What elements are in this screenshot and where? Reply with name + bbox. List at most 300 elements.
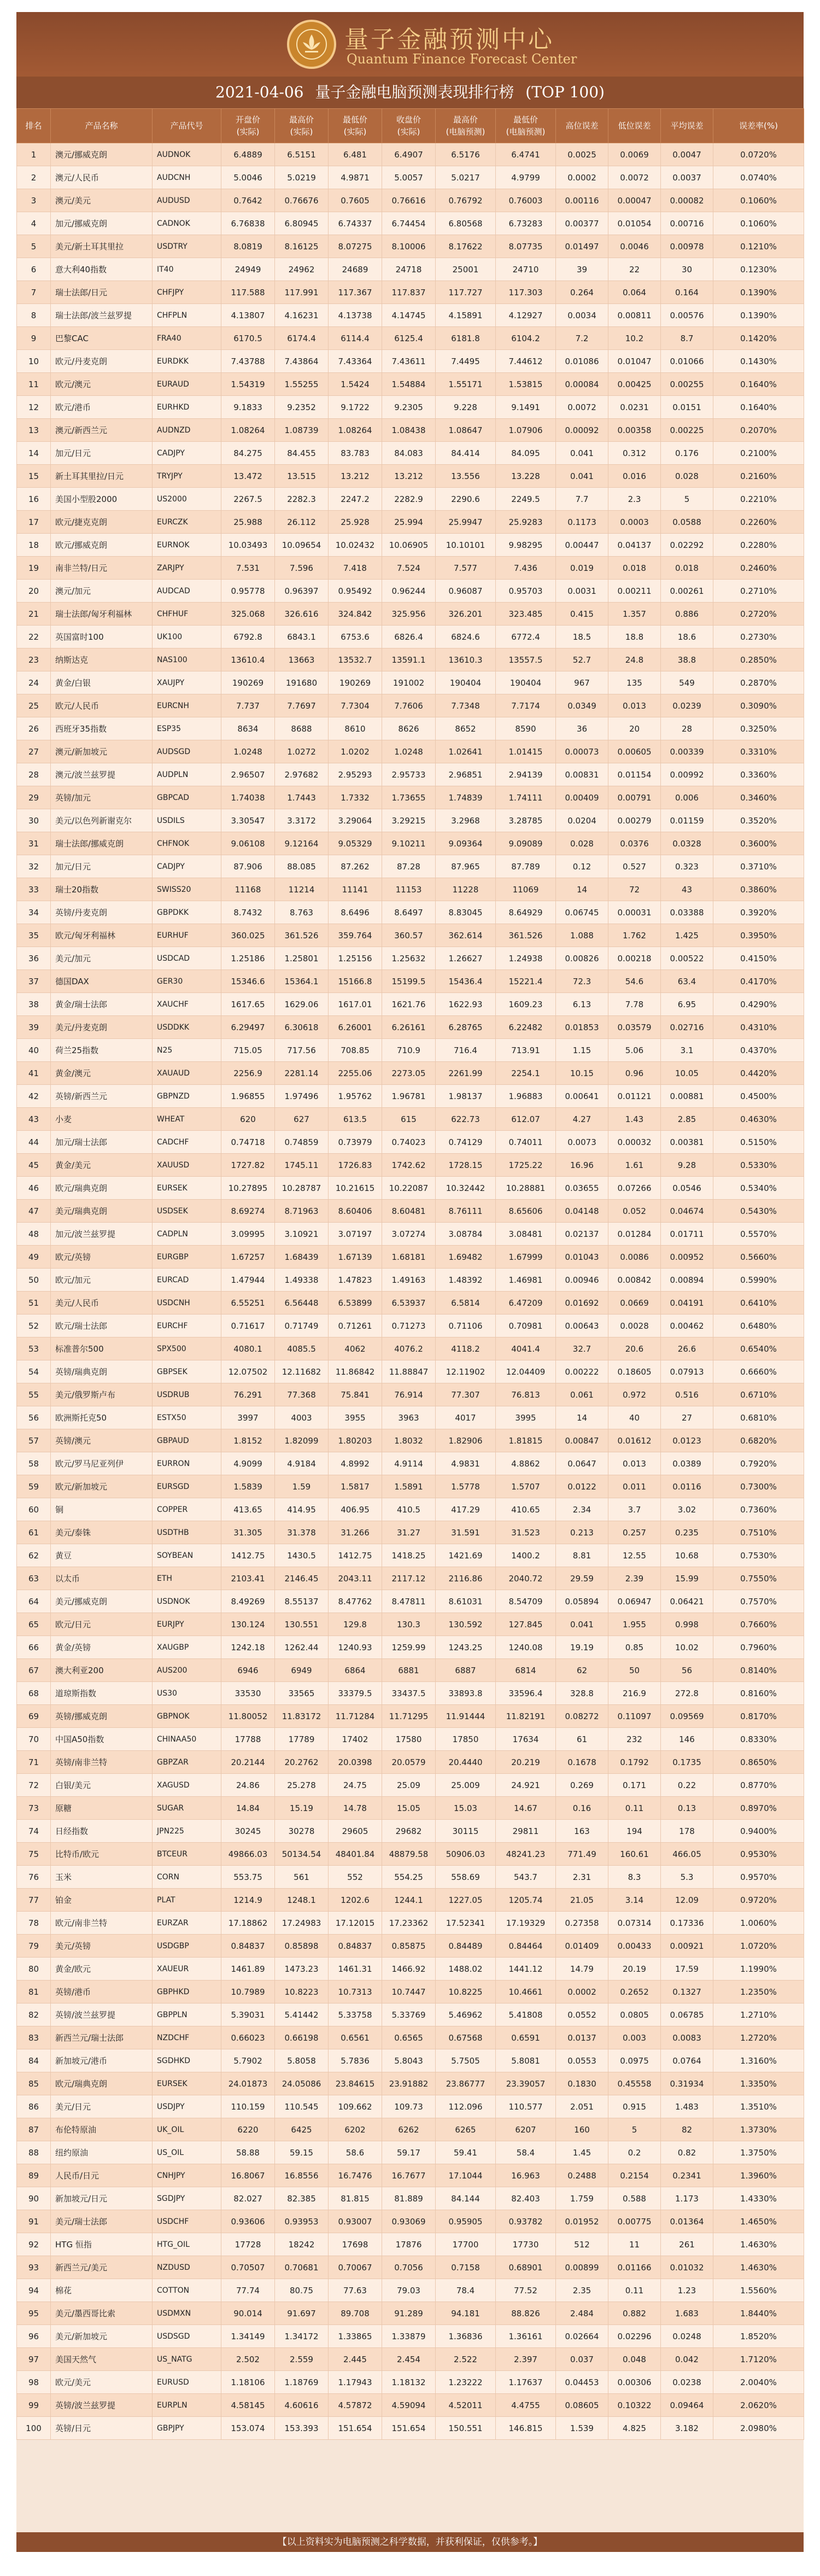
high-error-cell: 0.00641 (556, 1085, 608, 1108)
rank-cell: 57 (17, 1429, 51, 1452)
close-actual-cell: 1.54884 (382, 373, 436, 396)
avg-error-cell: 27 (661, 1406, 713, 1429)
avg-error-cell: 28 (661, 717, 713, 740)
table-row (17, 2348, 804, 2371)
close-actual-cell: 8.6497 (382, 901, 436, 924)
product-code-cell: USDCAD (153, 947, 221, 970)
high-actual-cell: 0.74859 (275, 1131, 329, 1154)
product-code-cell: XAUJPY (153, 671, 221, 694)
low-actual-cell: 1240.93 (329, 1636, 382, 1659)
product-name-cell: 英国富时100 (51, 626, 153, 649)
low-forecast-cell: 4.12927 (496, 304, 556, 327)
low-error-cell: 0.1792 (608, 1751, 661, 1774)
low-error-cell: 22 (608, 258, 661, 281)
table-row (17, 2371, 804, 2394)
open-actual-cell: 20.2144 (221, 1751, 275, 1774)
high-forecast-cell: 23.86777 (436, 2072, 496, 2095)
low-error-cell: 1.43 (608, 1108, 661, 1131)
product-code-cell: FRA40 (153, 327, 221, 350)
table-header (17, 109, 804, 143)
low-error-cell: 3.7 (608, 1498, 661, 1521)
open-actual-cell: 84.275 (221, 442, 275, 465)
rank-cell: 16 (17, 488, 51, 511)
error-rate-cell: 0.6820% (713, 1429, 804, 1452)
low-error-cell: 0.00279 (608, 809, 661, 832)
product-code-cell: ESP35 (153, 717, 221, 740)
low-actual-cell: 48401.84 (329, 1843, 382, 1866)
high-forecast-cell: 1622.93 (436, 993, 496, 1016)
error-rate-cell: 0.8160% (713, 1682, 804, 1705)
product-code-cell: EURSGD (153, 1475, 221, 1498)
avg-error-cell: 0.006 (661, 786, 713, 809)
product-name-cell: 瑞士20指数 (51, 878, 153, 901)
low-forecast-cell: 9.1491 (496, 396, 556, 419)
open-actual-cell: 17788 (221, 1728, 275, 1751)
low-actual-cell: 1.17943 (329, 2371, 382, 2394)
rank-cell: 61 (17, 1521, 51, 1544)
rank-cell: 66 (17, 1636, 51, 1659)
high-actual-cell: 1.7443 (275, 786, 329, 809)
error-rate-cell: 0.2070% (713, 419, 804, 442)
high-forecast-cell: 1.26627 (436, 947, 496, 970)
low-forecast-cell: 84.095 (496, 442, 556, 465)
error-rate-cell: 0.2210% (713, 488, 804, 511)
error-rate-cell: 1.3350% (713, 2072, 804, 2095)
high-error-cell: 0.041 (556, 1613, 608, 1636)
high-actual-cell: 130.551 (275, 1613, 329, 1636)
high-actual-cell: 1.49338 (275, 1269, 329, 1292)
close-actual-cell: 15.05 (382, 1797, 436, 1820)
rank-cell: 55 (17, 1383, 51, 1406)
avg-error-cell: 26.6 (661, 1337, 713, 1360)
error-rate-cell: 1.1990% (713, 1958, 804, 1981)
open-actual-cell: 31.305 (221, 1521, 275, 1544)
high-forecast-cell: 6824.6 (436, 626, 496, 649)
avg-error-cell: 0.00881 (661, 1085, 713, 1108)
product-name-cell: 美元/以色列新谢克尔 (51, 809, 153, 832)
high-error-cell: 0.264 (556, 281, 608, 304)
high-actual-cell: 2282.3 (275, 488, 329, 511)
error-rate-cell: 0.8140% (713, 1659, 804, 1682)
open-actual-cell: 0.70507 (221, 2256, 275, 2279)
high-error-cell: 0.01497 (556, 235, 608, 258)
product-name-cell: 加元/日元 (51, 855, 153, 878)
open-actual-cell: 30245 (221, 1820, 275, 1843)
rank-cell: 46 (17, 1177, 51, 1200)
open-actual-cell: 6792.8 (221, 626, 275, 649)
rank-cell: 76 (17, 1866, 51, 1889)
rank-cell: 88 (17, 2141, 51, 2164)
low-forecast-cell: 88.826 (496, 2302, 556, 2325)
table-row (17, 212, 804, 235)
open-actual-cell: 130.124 (221, 1613, 275, 1636)
product-code-cell: SPX500 (153, 1337, 221, 1360)
avg-error-cell: 0.1327 (661, 1981, 713, 2003)
avg-error-cell: 0.06421 (661, 1590, 713, 1613)
close-actual-cell: 0.96244 (382, 580, 436, 603)
high-actual-cell: 1430.5 (275, 1544, 329, 1567)
close-actual-cell: 76.914 (382, 1383, 436, 1406)
low-actual-cell: 0.7605 (329, 189, 382, 212)
low-actual-cell: 1202.6 (329, 1889, 382, 1912)
high-forecast-cell: 0.76792 (436, 189, 496, 212)
open-actual-cell: 6.4889 (221, 143, 275, 166)
avg-error-cell: 0.0546 (661, 1177, 713, 1200)
low-forecast-cell: 410.65 (496, 1498, 556, 1521)
rank-cell: 75 (17, 1843, 51, 1866)
product-code-cell: GBPPLN (153, 2003, 221, 2026)
table-row (17, 786, 804, 809)
close-actual-cell: 17.23362 (382, 1912, 436, 1935)
product-name-cell: 美元/墨西哥比索 (51, 2302, 153, 2325)
open-actual-cell: 1.8152 (221, 1429, 275, 1452)
disclaimer-footer: 【以上资料实为电脑预测之科学数据，并获利保证，仅供参考。】 (16, 2532, 804, 2552)
table-row (17, 327, 804, 350)
low-error-cell: 0.312 (608, 442, 661, 465)
low-forecast-cell: 1.07906 (496, 419, 556, 442)
product-name-cell: 加元/日元 (51, 442, 153, 465)
table-row (17, 1223, 804, 1246)
low-error-cell: 0.96 (608, 1062, 661, 1085)
low-actual-cell: 4.9871 (329, 166, 382, 189)
product-code-cell: US30 (153, 1682, 221, 1705)
high-error-cell: 0.01409 (556, 1935, 608, 1958)
product-name-cell: 加元/瑞士法郎 (51, 1131, 153, 1154)
product-code-cell: EURNOK (153, 534, 221, 557)
error-rate-cell: 0.2160% (713, 465, 804, 488)
high-error-cell: 0.02664 (556, 2325, 608, 2348)
high-actual-cell: 1745.11 (275, 1154, 329, 1177)
high-forecast-cell: 1.69482 (436, 1246, 496, 1269)
rank-cell: 49 (17, 1246, 51, 1269)
table-row (17, 855, 804, 878)
high-forecast-cell: 0.71106 (436, 1315, 496, 1337)
product-name-cell: 黄金/澳元 (51, 1062, 153, 1085)
avg-error-cell: 0.17336 (661, 1912, 713, 1935)
high-actual-cell: 1.68439 (275, 1246, 329, 1269)
high-error-cell: 2.35 (556, 2279, 608, 2302)
low-error-cell: 0.01121 (608, 1085, 661, 1108)
avg-error-cell: 30 (661, 258, 713, 281)
product-name-cell: 英镑/南非兰特 (51, 1751, 153, 1774)
product-name-cell: 英镑/新西兰元 (51, 1085, 153, 1108)
low-actual-cell: 15166.8 (329, 970, 382, 993)
avg-error-cell: 0.886 (661, 603, 713, 626)
open-actual-cell: 82.027 (221, 2187, 275, 2210)
open-actual-cell: 4080.1 (221, 1337, 275, 1360)
avg-error-cell: 0.00381 (661, 1131, 713, 1154)
open-actual-cell: 2.96507 (221, 763, 275, 786)
product-name-cell: 欧元/捷克克朗 (51, 511, 153, 534)
high-forecast-cell: 130.592 (436, 1613, 496, 1636)
high-error-cell: 0.01692 (556, 1292, 608, 1315)
low-forecast-cell: 0.76003 (496, 189, 556, 212)
avg-error-cell: 0.07913 (661, 1360, 713, 1383)
high-forecast-cell: 7.7348 (436, 694, 496, 717)
rank-cell: 15 (17, 465, 51, 488)
open-actual-cell: 10.27895 (221, 1177, 275, 1200)
product-name-cell: 瑞士法郎/波兰兹罗提 (51, 304, 153, 327)
table-row (17, 1452, 804, 1475)
open-actual-cell: 1.96855 (221, 1085, 275, 1108)
low-actual-cell: 9.1722 (329, 396, 382, 419)
close-actual-cell: 8.60481 (382, 1200, 436, 1223)
product-name-cell: 黄金/英镑 (51, 1636, 153, 1659)
rank-cell: 7 (17, 281, 51, 304)
product-code-cell: CADPLN (153, 1223, 221, 1246)
high-error-cell: 0.0072 (556, 396, 608, 419)
logo-emblem (287, 20, 336, 69)
close-actual-cell: 10.06905 (382, 534, 436, 557)
low-error-cell: 0.011 (608, 1475, 661, 1498)
high-error-cell: 0.061 (556, 1383, 608, 1406)
table-row (17, 1751, 804, 1774)
error-rate-cell: 0.4310% (713, 1016, 804, 1039)
close-actual-cell: 1.68181 (382, 1246, 436, 1269)
high-forecast-cell: 362.614 (436, 924, 496, 947)
product-code-cell: US_OIL (153, 2141, 221, 2164)
table-row (17, 1935, 804, 1958)
high-error-cell: 0.03655 (556, 1177, 608, 1200)
high-forecast-cell: 716.4 (436, 1039, 496, 1062)
high-forecast-cell: 1.48392 (436, 1269, 496, 1292)
close-actual-cell: 1418.25 (382, 1544, 436, 1567)
table-row (17, 1108, 804, 1131)
product-name-cell: 铜 (51, 1498, 153, 1521)
open-actual-cell: 2267.5 (221, 488, 275, 511)
rank-cell: 80 (17, 1958, 51, 1981)
product-name-cell: 布伦特原油 (51, 2118, 153, 2141)
column-header (713, 109, 804, 143)
product-code-cell: SGDHKD (153, 2049, 221, 2072)
avg-error-cell: 0.0248 (661, 2325, 713, 2348)
table-row (17, 603, 804, 626)
low-actual-cell: 33379.5 (329, 1682, 382, 1705)
error-rate-cell: 2.0040% (713, 2371, 804, 2394)
low-error-cell: 0.257 (608, 1521, 661, 1544)
high-error-cell: 1.15 (556, 1039, 608, 1062)
low-actual-cell: 708.85 (329, 1039, 382, 1062)
avg-error-cell: 0.00522 (661, 947, 713, 970)
low-forecast-cell: 3995 (496, 1406, 556, 1429)
table-row (17, 2049, 804, 2072)
product-name-cell: 欧元/瑞士法郎 (51, 1315, 153, 1337)
low-error-cell: 0.171 (608, 1774, 661, 1797)
avg-error-cell: 0.164 (661, 281, 713, 304)
column-header (661, 109, 713, 143)
error-rate-cell: 0.0740% (713, 166, 804, 189)
open-actual-cell: 13.472 (221, 465, 275, 488)
open-actual-cell: 7.531 (221, 557, 275, 580)
low-forecast-cell: 1.74111 (496, 786, 556, 809)
high-actual-cell: 59.15 (275, 2141, 329, 2164)
rank-cell: 56 (17, 1406, 51, 1429)
column-header (17, 109, 51, 143)
high-forecast-cell: 9.228 (436, 396, 496, 419)
rank-cell: 26 (17, 717, 51, 740)
rank-cell: 96 (17, 2325, 51, 2348)
high-actual-cell: 24.05086 (275, 2072, 329, 2095)
high-actual-cell: 12.11682 (275, 1360, 329, 1383)
low-actual-cell: 83.783 (329, 442, 382, 465)
product-code-cell: CORN (153, 1866, 221, 1889)
low-actual-cell: 1.7332 (329, 786, 382, 809)
open-actual-cell: 1.54319 (221, 373, 275, 396)
high-forecast-cell: 25001 (436, 258, 496, 281)
product-name-cell: 铂金 (51, 1889, 153, 1912)
open-actual-cell: 87.906 (221, 855, 275, 878)
high-forecast-cell: 1.5778 (436, 1475, 496, 1498)
open-actual-cell: 0.84837 (221, 1935, 275, 1958)
high-actual-cell: 6.56448 (275, 1292, 329, 1315)
avg-error-cell: 0.0037 (661, 166, 713, 189)
open-actual-cell: 6220 (221, 2118, 275, 2141)
product-name-cell: 美元/瑞典克朗 (51, 1200, 153, 1223)
close-actual-cell: 13.212 (382, 465, 436, 488)
high-error-cell: 0.00847 (556, 1429, 608, 1452)
high-forecast-cell: 12.11902 (436, 1360, 496, 1383)
low-forecast-cell: 6.4741 (496, 143, 556, 166)
column-header (436, 109, 496, 143)
product-code-cell: EURCAD (153, 1269, 221, 1292)
open-actual-cell: 360.025 (221, 924, 275, 947)
low-actual-cell: 6.26001 (329, 1016, 382, 1039)
open-actual-cell: 9.06108 (221, 832, 275, 855)
error-rate-cell: 0.2720% (713, 603, 804, 626)
avg-error-cell: 0.00716 (661, 212, 713, 235)
high-error-cell: 1.088 (556, 924, 608, 947)
table-row (17, 1337, 804, 1360)
open-actual-cell: 0.71617 (221, 1315, 275, 1337)
rank-cell: 94 (17, 2279, 51, 2302)
product-name-cell: 原糖 (51, 1797, 153, 1820)
low-forecast-cell: 1725.22 (496, 1154, 556, 1177)
high-error-cell: 0.01853 (556, 1016, 608, 1039)
low-error-cell: 0.588 (608, 2187, 661, 2210)
high-forecast-cell: 15.03 (436, 1797, 496, 1820)
avg-error-cell: 0.00978 (661, 235, 713, 258)
error-rate-cell: 1.8520% (713, 2325, 804, 2348)
open-actual-cell: 17.18862 (221, 1912, 275, 1935)
high-forecast-cell: 2261.99 (436, 1062, 496, 1085)
product-code-cell: EURGBP (153, 1246, 221, 1269)
high-actual-cell: 20.2762 (275, 1751, 329, 1774)
high-forecast-cell: 25.009 (436, 1774, 496, 1797)
close-actual-cell: 24718 (382, 258, 436, 281)
rank-cell: 86 (17, 2095, 51, 2118)
low-forecast-cell: 3.28785 (496, 809, 556, 832)
avg-error-cell: 0.323 (661, 855, 713, 878)
high-actual-cell: 6843.1 (275, 626, 329, 649)
low-forecast-cell: 31.523 (496, 1521, 556, 1544)
close-actual-cell: 554.25 (382, 1866, 436, 1889)
low-forecast-cell: 77.52 (496, 2279, 556, 2302)
table-row (17, 717, 804, 740)
table-row (17, 511, 804, 534)
low-actual-cell: 13.212 (329, 465, 382, 488)
low-error-cell: 0.0072 (608, 166, 661, 189)
table-row (17, 1315, 804, 1337)
high-forecast-cell: 15436.4 (436, 970, 496, 993)
high-error-cell: 1.45 (556, 2141, 608, 2164)
column-header-label: 产品名称 (85, 121, 118, 131)
rank-cell: 42 (17, 1085, 51, 1108)
product-name-cell: 黄金/白银 (51, 671, 153, 694)
high-forecast-cell: 78.4 (436, 2279, 496, 2302)
product-name-cell: 美国天然气 (51, 2348, 153, 2371)
low-error-cell: 0.003 (608, 2026, 661, 2049)
table-row (17, 2026, 804, 2049)
error-rate-cell: 1.5560% (713, 2279, 804, 2302)
high-actual-cell: 6.5151 (275, 143, 329, 166)
avg-error-cell: 0.04191 (661, 1292, 713, 1315)
column-header (329, 109, 382, 143)
product-code-cell: CNHJPY (153, 2164, 221, 2187)
product-code-cell: XAUUSD (153, 1154, 221, 1177)
product-name-cell: 南非兰特/日元 (51, 557, 153, 580)
error-rate-cell: 0.9400% (713, 1820, 804, 1843)
product-name-cell: 加元/波兰兹罗提 (51, 1223, 153, 1246)
close-actual-cell: 5.0057 (382, 166, 436, 189)
low-actual-cell: 117.367 (329, 281, 382, 304)
open-actual-cell: 49866.03 (221, 1843, 275, 1866)
open-actual-cell: 1727.82 (221, 1154, 275, 1177)
high-forecast-cell: 1488.02 (436, 1958, 496, 1981)
low-forecast-cell: 2.94139 (496, 763, 556, 786)
high-forecast-cell: 1.55171 (436, 373, 496, 396)
product-name-cell: 欧元/日元 (51, 1613, 153, 1636)
error-rate-cell: 0.6660% (713, 1360, 804, 1383)
open-actual-cell: 2103.41 (221, 1567, 275, 1590)
product-name-cell: 荷兰25指数 (51, 1039, 153, 1062)
low-error-cell: 0.01166 (608, 2256, 661, 2279)
product-name-cell: HTG 恒指 (51, 2233, 153, 2256)
table-row (17, 1866, 804, 1889)
low-error-cell: 0.85 (608, 1636, 661, 1659)
error-rate-cell: 0.4630% (713, 1108, 804, 1131)
low-forecast-cell: 1.96883 (496, 1085, 556, 1108)
rank-cell: 31 (17, 832, 51, 855)
high-actual-cell: 4003 (275, 1406, 329, 1429)
avg-error-cell: 0.01032 (661, 2256, 713, 2279)
table-row (17, 1912, 804, 1935)
column-header (153, 109, 221, 143)
table-body (17, 143, 804, 2440)
error-rate-cell: 0.4170% (713, 970, 804, 993)
error-rate-cell: 1.3510% (713, 2095, 804, 2118)
high-forecast-cell: 6265 (436, 2118, 496, 2141)
product-name-cell: 巴黎CAC (51, 327, 153, 350)
low-actual-cell: 77.63 (329, 2279, 382, 2302)
low-error-cell: 18.8 (608, 626, 661, 649)
product-name-cell: 澳元/加元 (51, 580, 153, 603)
high-forecast-cell: 4.15891 (436, 304, 496, 327)
error-rate-cell: 0.1390% (713, 281, 804, 304)
low-forecast-cell: 110.577 (496, 2095, 556, 2118)
product-name-cell: 英镑/丹麦克朗 (51, 901, 153, 924)
column-header (382, 109, 436, 143)
close-actual-cell: 1.8032 (382, 1429, 436, 1452)
low-forecast-cell: 713.91 (496, 1039, 556, 1062)
error-rate-cell: 0.7550% (713, 1567, 804, 1590)
rank-cell: 51 (17, 1292, 51, 1315)
high-forecast-cell: 3.08784 (436, 1223, 496, 1246)
high-forecast-cell: 6181.8 (436, 327, 496, 350)
close-actual-cell: 4076.2 (382, 1337, 436, 1360)
low-actual-cell: 3.07197 (329, 1223, 382, 1246)
column-header (275, 109, 329, 143)
high-error-cell: 0.16 (556, 1797, 608, 1820)
